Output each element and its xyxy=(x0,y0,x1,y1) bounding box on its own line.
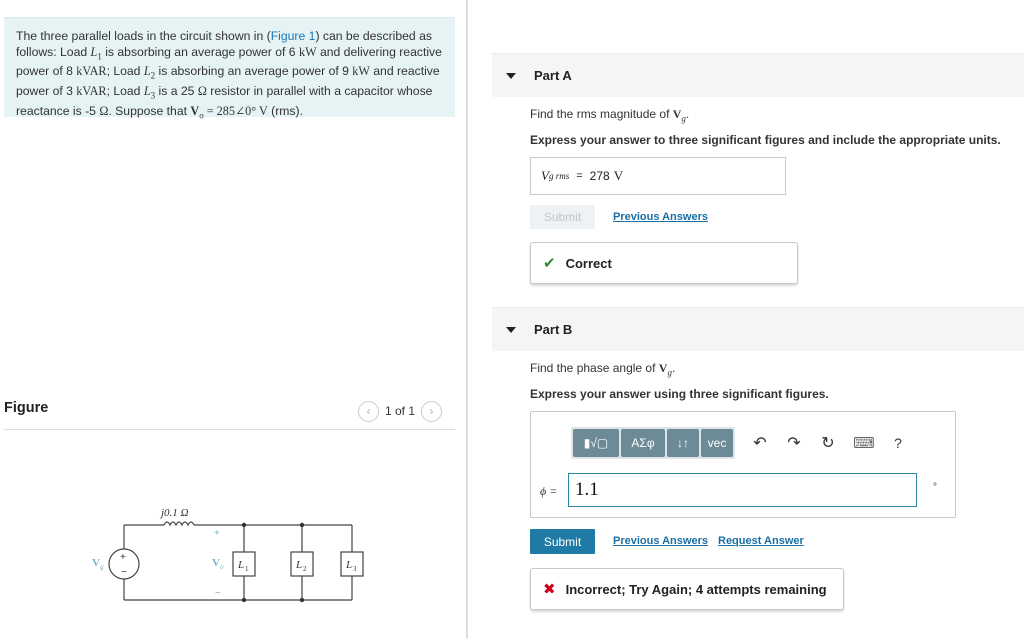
node-dot xyxy=(242,598,246,602)
problem-text: . Suppose that xyxy=(108,104,191,119)
math-sub: g xyxy=(681,113,686,124)
source-label: V xyxy=(92,557,100,569)
problem-text: and delivering reactive power of 8 xyxy=(16,44,442,79)
math-sub: o xyxy=(199,110,204,121)
problem-text: ) can be described as follows: Load xyxy=(16,29,432,59)
math-sub: 2 xyxy=(150,70,156,81)
answer-unit: V xyxy=(613,168,624,183)
part-a-submit-button[interactable]: Submit xyxy=(530,205,595,229)
load-3-sub: 3 xyxy=(353,565,357,573)
part-a-feedback xyxy=(530,242,798,284)
feedback-text: Incorrect; Try Again; 4 attempts remaining xyxy=(565,581,827,597)
problem-text: is a 25 xyxy=(155,84,198,99)
math-var: V xyxy=(190,104,200,119)
part-b-previous-answers-link[interactable]: Previous Answers xyxy=(613,535,708,547)
node-dot xyxy=(242,523,246,527)
node-dot xyxy=(300,598,304,602)
check-icon: ✔ xyxy=(543,255,556,272)
answer-editor xyxy=(530,411,956,518)
math-unit: kW xyxy=(298,44,317,59)
part-b-question xyxy=(530,361,675,377)
source-minus: − xyxy=(121,567,127,578)
right-panel xyxy=(468,0,1024,639)
part-b-submit-button[interactable]: Submit xyxy=(530,529,595,554)
math-var: V xyxy=(658,361,668,375)
undo-icon[interactable]: ↶ xyxy=(753,435,767,452)
collapse-triangle-icon xyxy=(506,73,516,79)
math-unit: Ω xyxy=(197,84,207,99)
math-var: L xyxy=(143,64,151,79)
prev-figure-button[interactable] xyxy=(358,401,379,422)
symbols-button[interactable]: ΑΣφ xyxy=(621,429,665,457)
source-sub: g xyxy=(100,563,104,571)
vo-plus: + xyxy=(214,528,220,539)
feedback-text: Correct xyxy=(565,255,612,271)
math-expr: = 285∠0° xyxy=(203,104,259,119)
degree-unit: ° xyxy=(933,482,937,493)
math-unit: V xyxy=(258,104,268,119)
redo-icon[interactable]: ↷ xyxy=(787,435,801,452)
load-1-sub: 1 xyxy=(245,565,249,573)
x-icon: ✖ xyxy=(543,581,556,598)
collapse-triangle-icon xyxy=(506,327,516,333)
help-icon[interactable]: ? xyxy=(894,435,902,451)
source-plus: + xyxy=(120,552,126,563)
figure-page-count: 1 of 1 xyxy=(385,404,416,418)
math-sub: 3 xyxy=(150,90,156,101)
question-text: . xyxy=(685,107,690,121)
templates-button[interactable]: ▮√▢ xyxy=(573,429,619,457)
vo-sub: o xyxy=(220,563,224,571)
phase-angle-input[interactable]: 1.1 xyxy=(568,473,917,507)
load-2-sub: 2 xyxy=(303,565,307,573)
math-sub: g xyxy=(667,367,672,378)
toolbar-button-group xyxy=(571,427,735,459)
circuit-diagram xyxy=(84,500,374,610)
node-dot xyxy=(300,523,304,527)
next-figure-button[interactable] xyxy=(421,401,442,422)
problem-text: resistor in parallel with a capacitor whose reactance is -5 xyxy=(16,84,433,119)
problem-text: and reactive power of 3 xyxy=(16,64,440,99)
chevron-left-icon: ‹ xyxy=(366,404,371,418)
math-unit: kVAR xyxy=(76,64,107,79)
arrows-button[interactable]: ↓↑ xyxy=(667,429,699,457)
impedance-label: j0.1 Ω xyxy=(161,507,189,519)
problem-statement xyxy=(4,17,455,121)
phi-symbol: ϕ = xyxy=(540,484,558,498)
math-unit: kVAR xyxy=(76,84,107,99)
answer-value: 278 xyxy=(589,169,610,183)
vo-minus: − xyxy=(215,588,221,599)
question-text: Find the phase angle of xyxy=(530,361,659,375)
math-unit: Ω xyxy=(99,104,109,119)
problem-text: The three parallel loads in the circuit shown in ( xyxy=(16,29,271,43)
left-panel xyxy=(0,0,466,639)
problem-text: ; Load xyxy=(106,64,144,79)
problem-text: ; Load xyxy=(106,84,144,99)
vo-label: V xyxy=(212,557,220,569)
reset-icon[interactable]: ↻ xyxy=(821,435,835,452)
math-sub: g rms xyxy=(548,171,570,181)
phi-label xyxy=(540,484,557,499)
figure-pager xyxy=(358,400,442,422)
part-b-feedback xyxy=(530,568,844,610)
keyboard-icon[interactable]: ⌨ xyxy=(853,435,875,452)
part-a-instructions: Express your answer to three significant figures and include the appropriate units. xyxy=(530,133,1001,147)
problem-text: (rms). xyxy=(267,104,303,119)
math-toolbar xyxy=(571,427,911,459)
math-sub: 1 xyxy=(97,50,102,61)
part-a-answer-display xyxy=(530,157,786,195)
math-var: L xyxy=(143,84,151,99)
load-2-label: L xyxy=(296,559,303,571)
math-var: L xyxy=(90,44,98,59)
part-b-instructions: Express your answer using three significant figures. xyxy=(530,387,829,401)
request-answer-link[interactable]: Request Answer xyxy=(718,535,804,547)
vector-button[interactable]: vec xyxy=(701,429,733,457)
problem-text: is absorbing an average power of 6 xyxy=(101,44,299,59)
equals-sign: = xyxy=(576,170,583,182)
part-a-title: Part A xyxy=(534,68,572,83)
load-3-label: L xyxy=(346,559,353,571)
math-unit: kW xyxy=(352,64,370,79)
question-text: . xyxy=(671,361,676,375)
figure-link[interactable]: Figure 1 xyxy=(270,29,316,43)
math-var: V xyxy=(541,168,549,183)
part-a-previous-answers-link[interactable]: Previous Answers xyxy=(613,211,708,223)
problem-text: is absorbing an average power of 9 xyxy=(155,64,353,79)
figure-title: Figure xyxy=(4,400,49,416)
part-a-question xyxy=(530,107,689,123)
chevron-right-icon: › xyxy=(429,404,434,418)
question-text: Find the rms magnitude of xyxy=(530,107,673,121)
figure-divider xyxy=(4,429,455,430)
part-b-title: Part B xyxy=(534,322,573,337)
load-1-label: L xyxy=(238,559,245,571)
part-a-header[interactable] xyxy=(492,53,1024,97)
part-b-header[interactable] xyxy=(492,307,1024,351)
math-var: V xyxy=(672,107,682,121)
